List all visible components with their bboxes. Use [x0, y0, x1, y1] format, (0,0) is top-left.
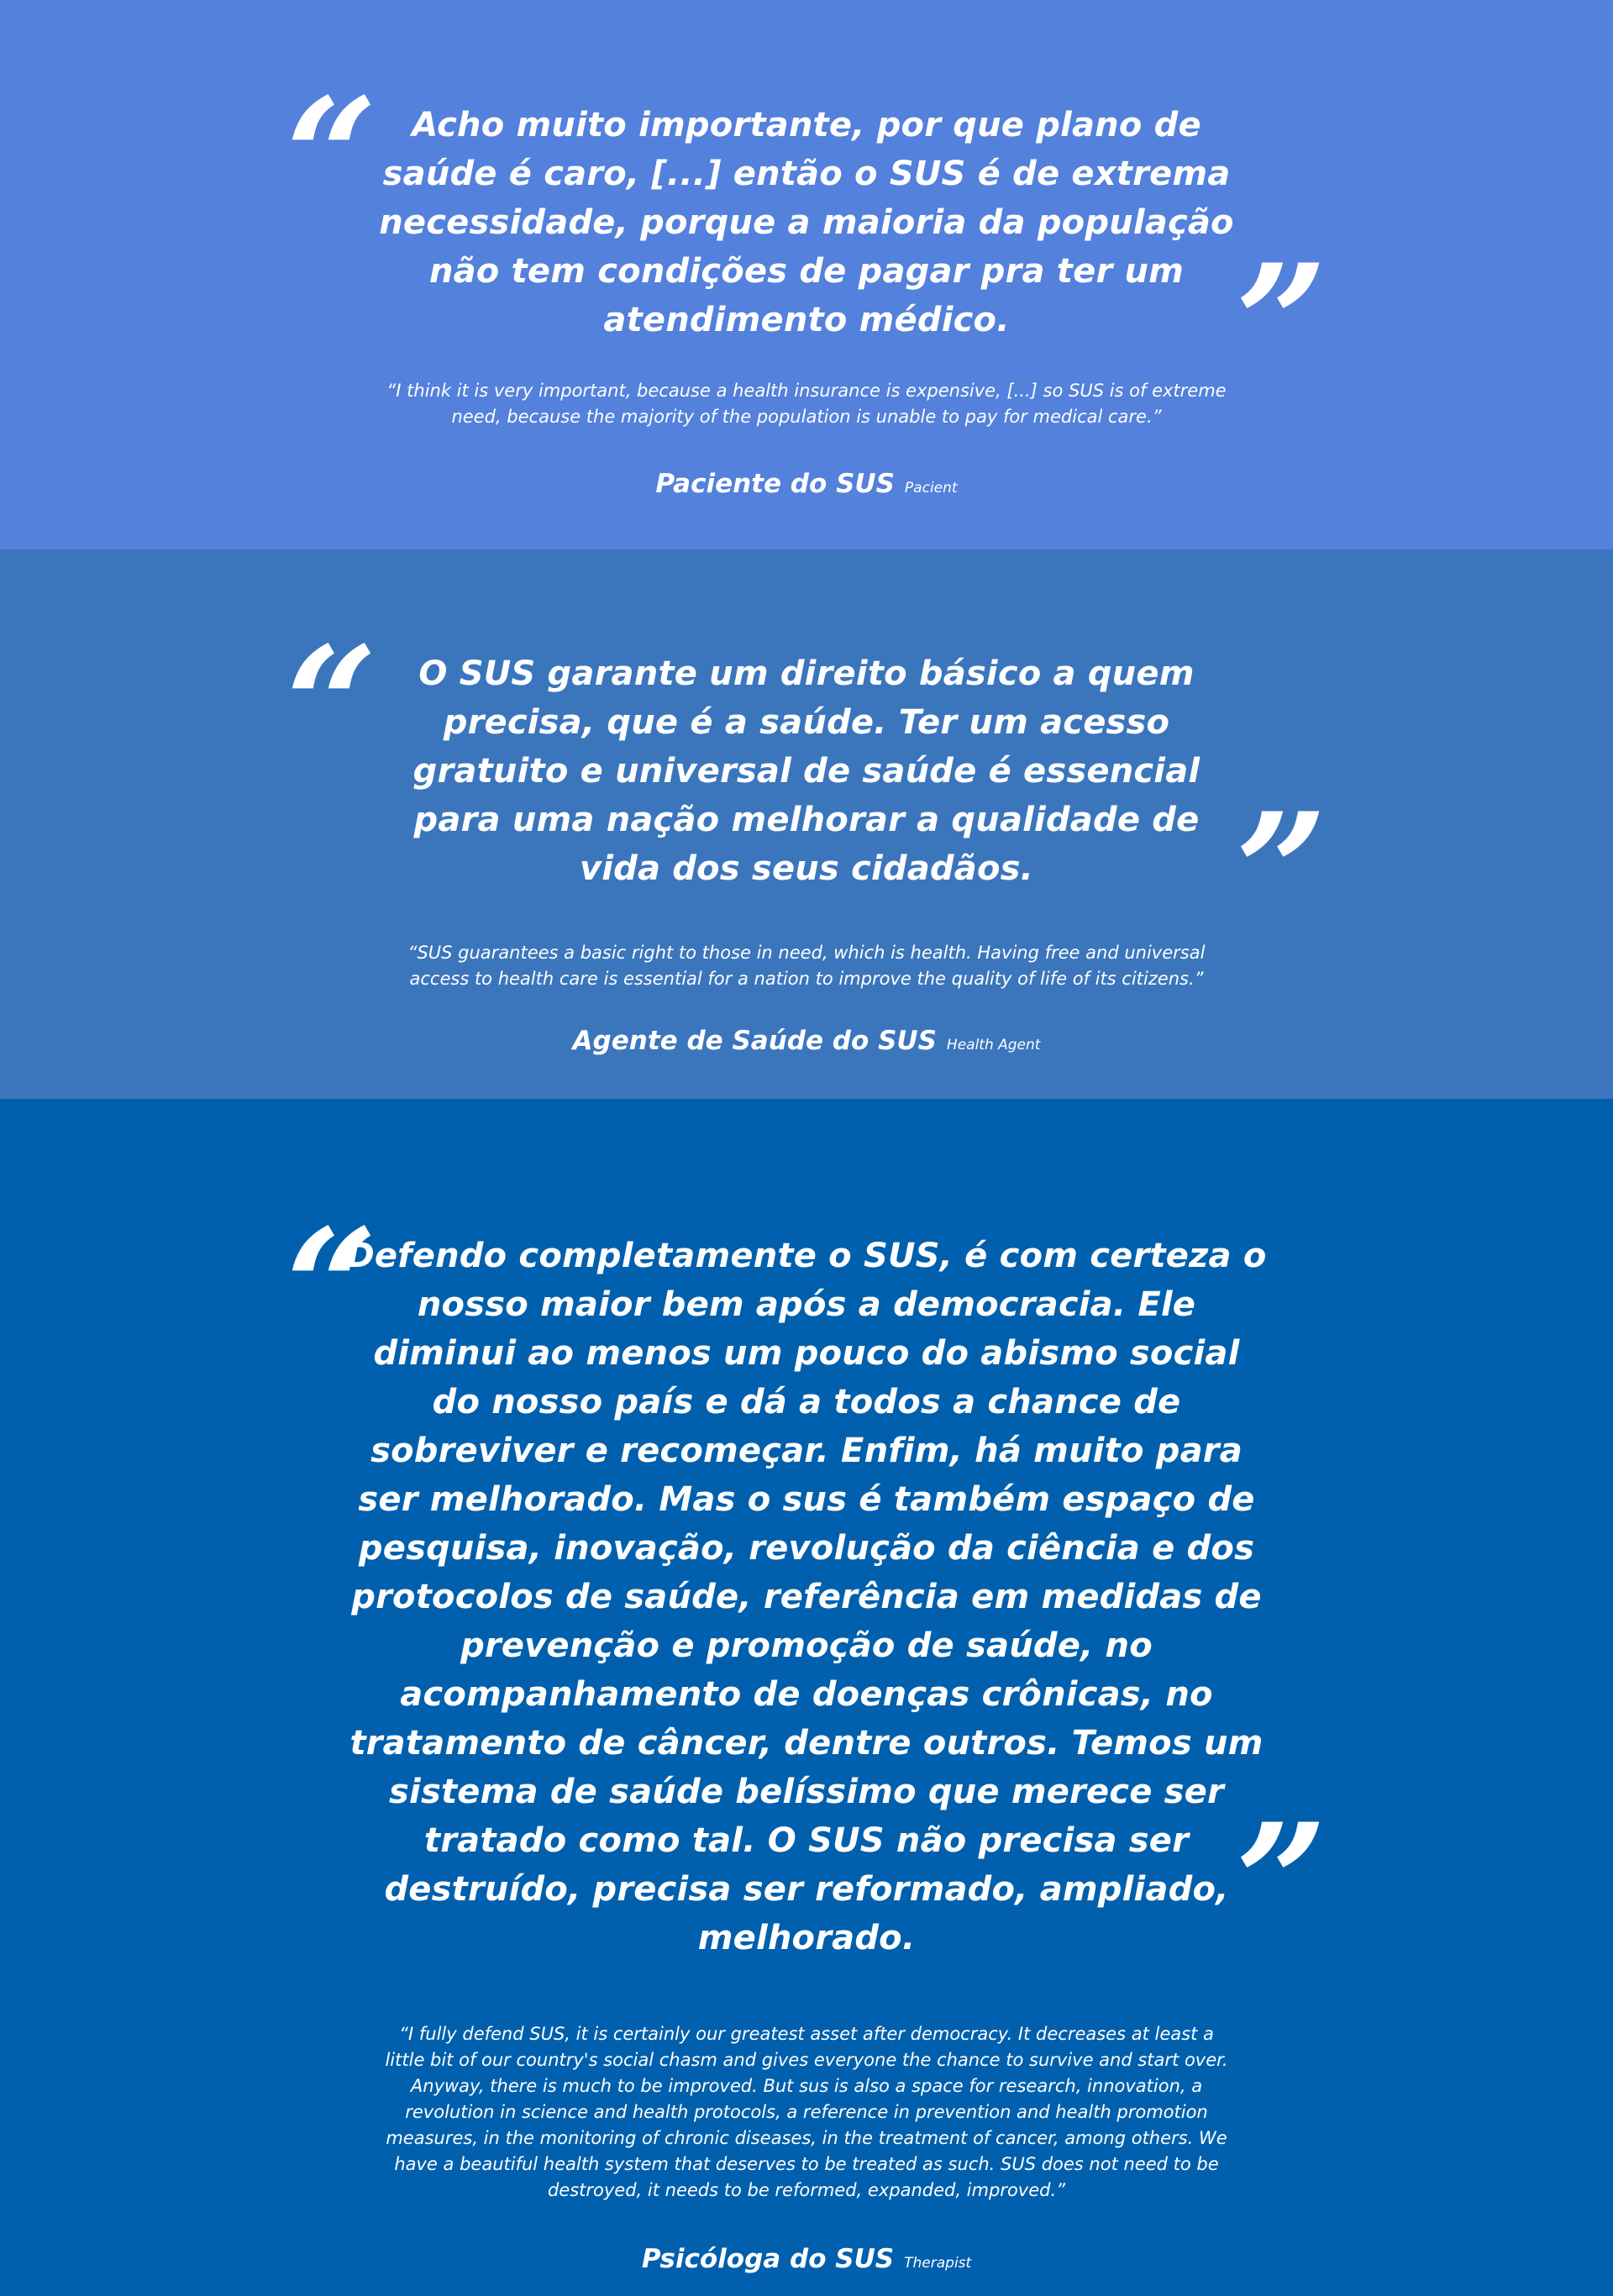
close-quote-mark: ” — [1235, 1789, 1327, 1976]
quote-translation: “SUS guarantees a basic right to those in need, which is health. Having free and universal access to health care is essential for a nation to improve the quality of life of its citizens.” — [407, 943, 1206, 989]
author-name: Agente de Saúde do SUS — [572, 1026, 937, 1056]
author-name: Paciente do SUS — [655, 469, 895, 499]
quote-text: Defendo completamente o SUS, é com certeza o nosso maior bem após a democracia. Ele diminui ao menos um pouco do abismo social do nosso país e dá a todos a chance de sobreviver e recomeçar. Enfim, há muito para ser melhorado. Mas o sus é também espaço de pesquisa, inovação, revolução da ciência e dos protocolos de saúde, referência em medidas de prevenção e promoção de saúde, no acompanhamento de doenças crônicas, no tratamento de câncer, dentre outros. Temos um sistema de saúde belíssimo que merece ser tratado como tal. O SUS não precisa ser destruído, precisa ser reformado, ampliado, melhorado. — [346, 1237, 1267, 1957]
open-quote-mark: “ — [286, 612, 378, 799]
quote-block — [286, 1194, 1327, 2274]
author-role-en: Pacient — [904, 480, 958, 497]
quote-block — [286, 612, 1327, 1056]
author-role-en: Health Agent — [946, 1037, 1041, 1053]
open-quote-mark: “ — [286, 1194, 378, 1381]
quote-translation: “I think it is very important, because a health insurance is expensive, [...] so SUS is of extreme need, because the majority of the population is unable to pay for medical care.” — [386, 381, 1227, 427]
quote-translation: “I fully defend SUS, it is certainly our greatest asset after democracy. It decreases at least a little bit of our country's social chasm and gives everyone the chance to survive and start over. Anyway, there is much to be improved. But sus is also a space for research, innovation, a revolution in science and health protocols, a reference in prevention and health promotion measures, in the monitoring of chronic diseases, in the treatment of cancer, among others. We have a beautiful health system that deserves to be treated as such. SUS does not need to be destroyed, it needs to be reformed, expanded, improved.” — [385, 2024, 1228, 2200]
quote-block — [286, 63, 1327, 499]
testimonial-therapist — [0, 1099, 1613, 2296]
testimonial-health-agent — [0, 549, 1613, 1099]
author-name: Psicóloga do SUS — [641, 2244, 895, 2274]
quote-text: Acho muito importante, por que plano de saúde é caro, [...] então o SUS é de extrema necessidade, porque a maioria da população não tem condições de pagar pra ter um atendimento médico. — [379, 106, 1234, 339]
testimonial-patient — [0, 0, 1613, 549]
quote-attribution — [286, 469, 1327, 499]
quote-text: O SUS garante um direito básico a quem precisa, que é a saúde. Ter um acesso gratuito e universal de saúde é essencial para uma nação melhorar a qualidade de vida dos seus cidadãos. — [412, 654, 1201, 888]
close-quote-mark: ” — [1235, 778, 1327, 965]
open-quote-mark: “ — [286, 63, 378, 250]
quote-attribution — [286, 1026, 1327, 1056]
close-quote-mark: ” — [1235, 229, 1327, 417]
quote-attribution — [286, 2244, 1327, 2274]
author-role-en: Therapist — [904, 2255, 972, 2272]
